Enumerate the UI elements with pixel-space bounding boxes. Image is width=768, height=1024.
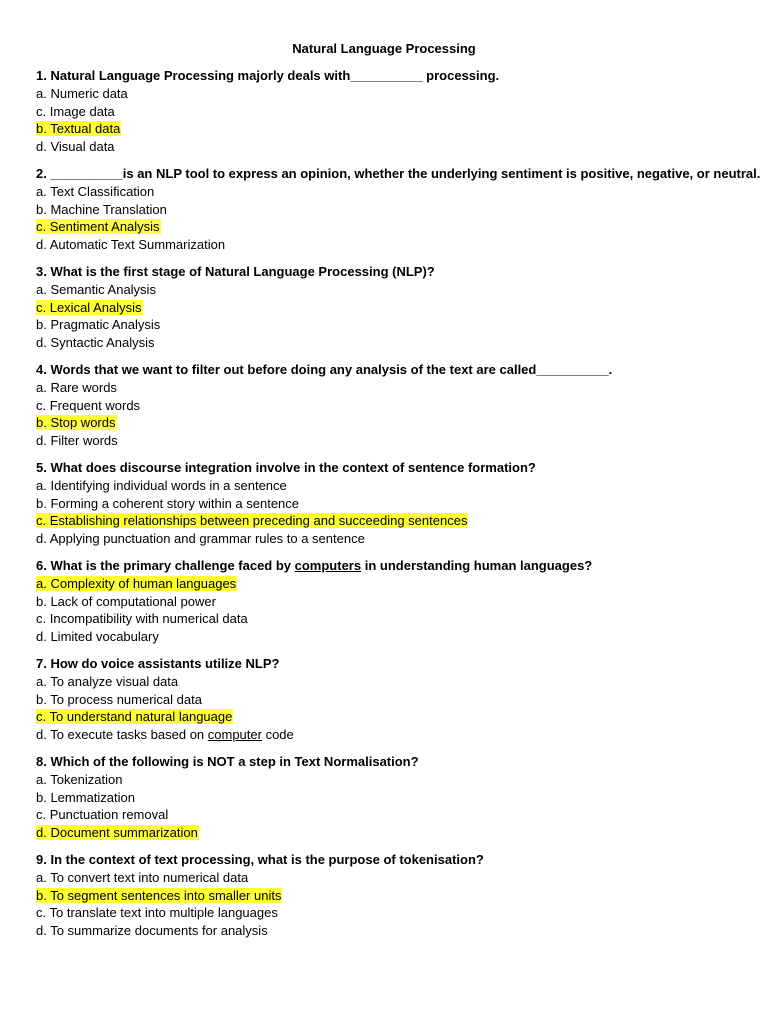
option-b: b. Pragmatic Analysis [36,317,161,332]
option-c: c. Punctuation removal [36,807,169,822]
document-title: Natural Language Processing [292,41,476,56]
question-text: 2. __________is an NLP tool to express an opinion, whether the underlying sentiment is positive, negative, or neutral. [36,166,761,181]
question-text: 3. What is the first stage of Natural Language Processing (NLP)? [36,264,435,279]
option-a: a. Rare words [36,380,117,395]
option-d: d. Automatic Text Summarization [36,236,226,252]
option-c-highlighted-answer: c. To understand natural language [36,709,233,724]
question-text: 1. Natural Language Processing majorly deals with__________ processing. [36,68,500,83]
option-a: a. Tokenization [36,772,123,787]
option-b: b. To process numerical data [36,691,202,707]
question-list [36,67,761,949]
option-b-highlighted-answer: b. To segment sentences into smaller units [36,887,282,903]
option-b-highlighted-answer: b. Stop words [36,415,116,430]
question-4 [36,361,756,449]
option-d: d. Limited vocabulary [36,628,159,644]
option-a: a. To convert text into numerical data [36,870,249,885]
question-5 [36,459,756,547]
option-c: c. Image data [36,103,115,119]
option-b-highlighted-answer: b. Textual data [36,121,121,136]
option-a: a. Semantic Analysis [36,282,156,297]
option-b: b. Machine Translation [36,201,167,217]
question-6 [36,557,756,645]
underlined-word: computers [294,558,362,573]
question-text: 7. How do voice assistants utilize NLP? [36,656,280,671]
option-b: b. Forming a coherent story within a sentence [36,495,300,511]
question-text: 4. Words that we want to filter out before doing any analysis of the text are called__________. [36,362,613,377]
option-a-highlighted-answer: a. Complexity of human languages [36,576,237,591]
question-2 [36,165,761,253]
option-a: a. Text Classification [36,184,155,199]
option-c: c. To translate text into multiple languages [36,905,278,920]
option-c: c. Incompatibility with numerical data [36,611,248,626]
underlined-word: computer [207,726,262,742]
option-a: a. To analyze visual data [36,674,179,689]
option-c-highlighted-answer: c. Lexical Analysis [36,299,142,315]
question-text: 6. What is the primary challenge faced by computers in understanding human languages? [36,558,593,573]
question-9 [36,851,756,939]
option-c-highlighted-answer: c. Establishing relationships between preceding and succeeding sentences [36,513,468,528]
option-c-highlighted-answer: c. Sentiment Analysis [36,219,160,234]
question-text: 5. What does discourse integration involve in the context of sentence formation? [36,460,536,475]
option-d: d. Applying punctuation and grammar rules to a sentence [36,530,365,546]
option-a: a. Identifying individual words in a sentence [36,478,287,493]
option-d-highlighted-answer: d. Document summarization [36,824,198,840]
option-d: d. Visual data [36,138,115,154]
option-d: d. Syntactic Analysis [36,334,155,350]
question-text: 9. In the context of text processing, what is the purpose of tokenisation? [36,852,484,867]
option-a: a. Numeric data [36,86,128,101]
option-d: d. Filter words [36,432,118,448]
question-7 [36,655,756,743]
question-3 [36,263,756,351]
question-8 [36,753,756,841]
option-b: b. Lack of computational power [36,593,216,609]
option-b: b. Lemmatization [36,789,135,805]
option-c: c. Frequent words [36,397,141,413]
option-d: d. To summarize documents for analysis [36,922,268,938]
question-text: 8. Which of the following is NOT a step in Text Normalisation? [36,754,419,769]
question-1 [36,67,756,155]
option-d: d. To execute tasks based on computer code [36,726,294,742]
